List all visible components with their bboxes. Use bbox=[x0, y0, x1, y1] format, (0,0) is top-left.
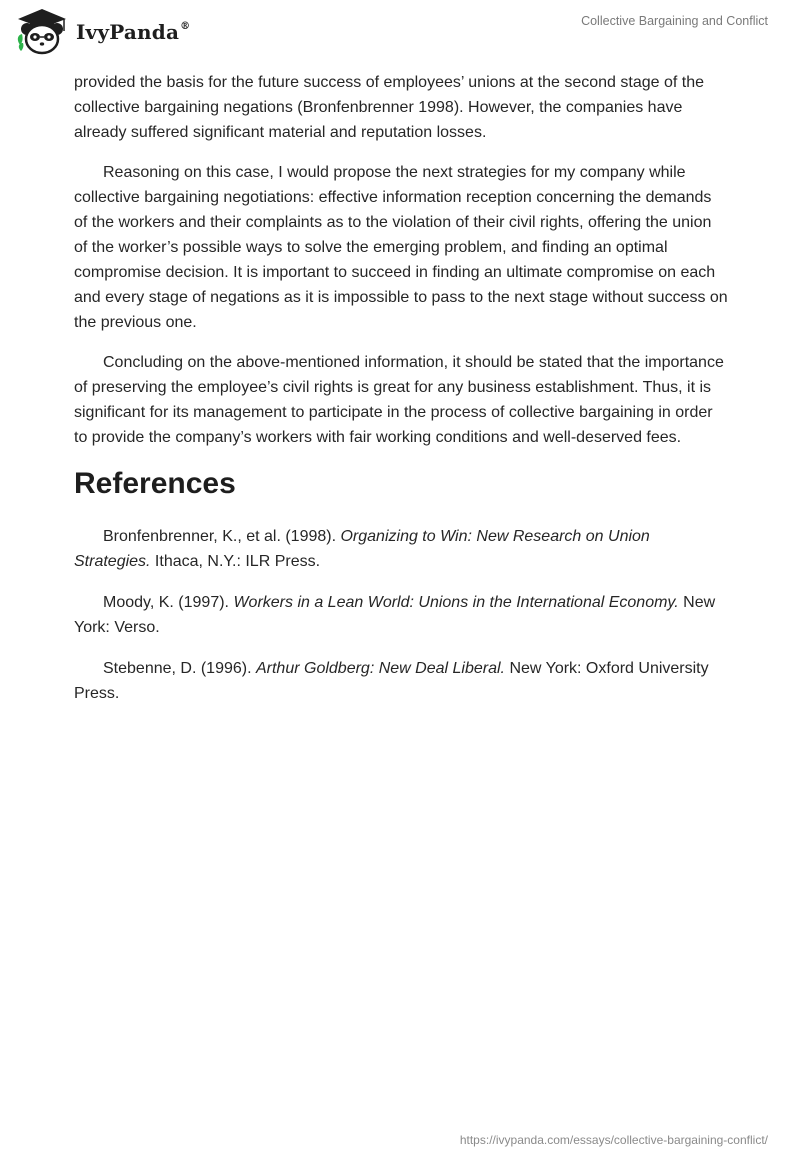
reference-entry: Stebenne, D. (1996). Arthur Goldberg: New Deal Liberal. New York: Oxford University Press. bbox=[74, 660, 709, 702]
panda-mascot-icon bbox=[14, 7, 70, 57]
reference-title: Workers in a Lean World: Unions in the International Economy. bbox=[233, 594, 679, 611]
body-paragraph: provided the basis for the future success of employees’ unions at the second stage of the collective bargaining negations (Bronfenbrenner 1998). However, the companies have already suffered significant material and reputation losses. bbox=[74, 74, 705, 141]
reference-title: Arthur Goldberg: New Deal Liberal. bbox=[255, 660, 505, 677]
ivypanda-logo[interactable] bbox=[14, 7, 190, 57]
references-heading: References bbox=[74, 467, 236, 500]
running-title: Collective Bargaining and Conflict bbox=[581, 14, 768, 28]
brand-name: IvyPanda® bbox=[76, 20, 191, 44]
reference-title: Organizing to Win: New Research on Union Strategies. bbox=[74, 528, 650, 570]
source-url-link[interactable]: https://ivypanda.com/essays/collective-bargaining-conflict/ bbox=[459, 1133, 768, 1147]
document-body bbox=[74, 70, 728, 722]
body-paragraph: Concluding on the above-mentioned information, it should be stated that the importance of preserving the employee’s civil rights is great for any business establishment. Thus, it is significant for its management to participate in the process of collective bargaining in order to provide the company’s workers with fair working conditions and well-deserved fees. bbox=[74, 354, 724, 446]
reference-entry: Bronfenbrenner, K., et al. (1998). Organizing to Win: New Research on Union Strategies. Ithaca, N.Y.: ILR Press. bbox=[74, 528, 650, 570]
reference-entry: Moody, K. (1997). Workers in a Lean World: Unions in the International Economy. New York: Verso. bbox=[74, 594, 716, 636]
body-paragraph: Reasoning on this case, I would propose the next strategies for my company while collective bargaining negotiations: effective information reception concerning the demands of the workers and their complaints as to the violation of their civil rights, offering the union of the worker’s possible ways to solve the emerging problem, and finding an optimal compromise decision. It is important to succeed in finding an ultimate compromise on each and every stage of negations as it is impossible to pass to the next stage without success on the previous one. bbox=[74, 164, 728, 331]
page-header bbox=[0, 0, 800, 64]
